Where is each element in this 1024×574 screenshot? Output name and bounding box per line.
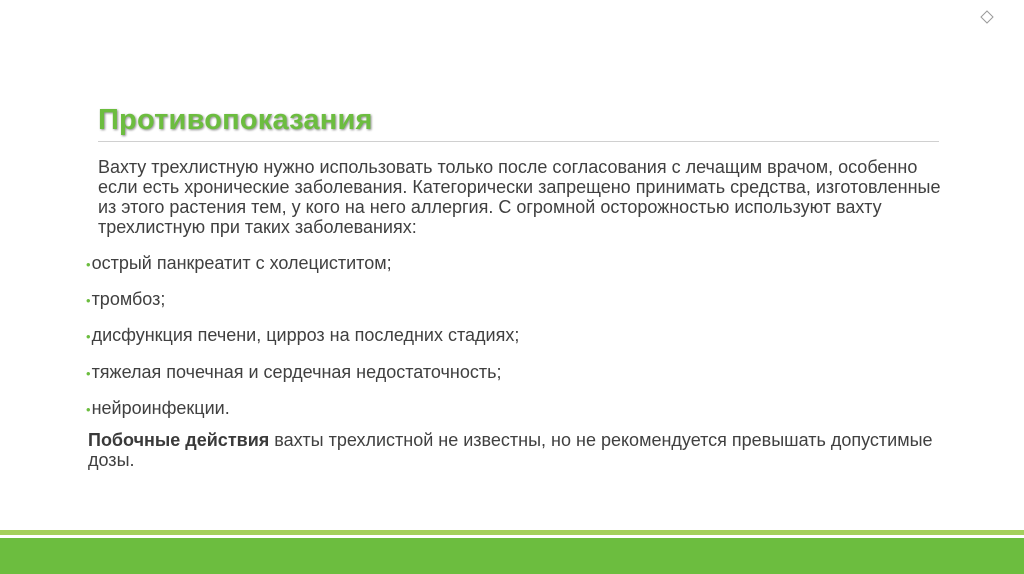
intro-paragraph: Вахту трехлистную нужно использовать только после согласования с лечащим врачом, особенно если есть хронические заболевания. Категорически запрещено принимать средства, изготовленные из этого растения тем, у кого на него аллергия. С огромной осторожностью используют вахту трехлистную при таких заболеваниях: (98, 157, 941, 237)
list-item-text: тромбоз; (91, 289, 166, 310)
bullet-marker: • (86, 365, 91, 381)
list-item (86, 325, 519, 345)
diamond-outline-icon (980, 10, 994, 24)
bullet-marker: • (86, 257, 91, 272)
list-item-text: тяжелая почечная и сердечная недостаточность; (91, 361, 502, 382)
list-item-text: нейроинфекции. (91, 397, 230, 418)
list-item (86, 398, 519, 418)
list-item (86, 289, 519, 309)
slide-title: Противопоказания (98, 104, 373, 136)
side-effects-paragraph (88, 430, 948, 470)
footer-band-thin (0, 530, 1024, 535)
contraindication-list (86, 253, 519, 434)
side-effects-text: вахты трехлистной не известны, но не рекомендуется превышать допустимые дозы. (88, 430, 933, 470)
bullet-marker: • (86, 329, 91, 345)
list-item (86, 362, 519, 382)
bullet-marker: • (86, 401, 91, 417)
list-item-text: острый панкреатит с холециститом; (91, 253, 392, 273)
list-item-text: дисфункция печени, цирроз на последних стадиях; (91, 325, 520, 346)
title-divider (98, 141, 939, 142)
footer-band (0, 538, 1024, 574)
list-item (86, 253, 519, 273)
bullet-marker: • (86, 293, 91, 309)
side-effects-heading: Побочные действия (88, 430, 270, 450)
